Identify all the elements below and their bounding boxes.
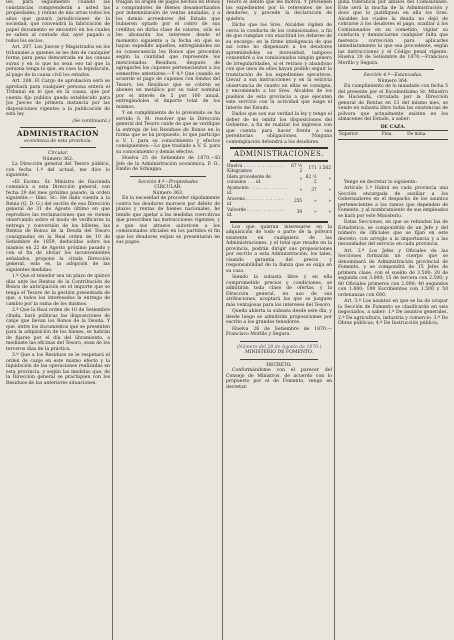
table-spacer	[338, 140, 448, 180]
table-cell: 1.562	[318, 166, 331, 172]
paragraph: 3.º Que a los Residuos se le respetará el orden de canje en este mismo efecto y la liquidación de las operaciones realizadas en esta provincia, y según las medidas que, de la Dirección general se practiquen con los Residuos de las anteriores situaciones.	[6, 353, 110, 386]
paragraph: 1.º Que el tenedor sea un plazo de quince días ante los Rentas de la Contribución de Bonos de anticipación en el importe que se tenga el Tesoro de la gestión presentada de que, a todos los interesados la entrega de cambio por la suma de los mismos.	[6, 274, 110, 307]
divider	[230, 160, 328, 162]
table-cell: »	[314, 210, 317, 216]
divider	[352, 69, 434, 70]
paragraph: Artículo 1.º Habrá en cada provincia una Sección encargada de auxiliar a los Gobernadores en el despacho de los asuntos pertenecientes a los ramos que dependen de Fomento, y al nombramiento de sus empleados se hará por este Ministerio.	[338, 186, 448, 219]
table-header: Superior.	[338, 131, 381, 140]
divider	[130, 176, 206, 177]
divider	[240, 359, 318, 360]
ministerio-heading: MINISTERIO DE FOMENTO.	[245, 350, 313, 355]
administraciones-title: ADMINISTRACIONES.	[234, 150, 324, 158]
paragraph: La Dirección general del Tesoro público, con fecha 1.º del actual, me dice lo siguiente:	[6, 162, 110, 178]
column-2	[116, 0, 220, 640]
table-row	[226, 186, 332, 197]
column-4	[338, 0, 448, 640]
divider	[20, 147, 96, 148]
table-cell: Aracena . . . . . . . . . . . . . . id.	[227, 196, 284, 207]
caza-heading: DE CAZA.	[380, 124, 406, 130]
table-cell: 62 ½ 2	[305, 174, 317, 185]
table-cell: »	[299, 188, 303, 194]
column-rule	[334, 0, 335, 640]
paragraph: En cumplimiento de lo mandado con fecha 5 del presente por el Excelentísimo Sr. Ministro de Hacienda, circulada por la Dirección general de Rentas en 13 del mismo mes, se vende en subasta libre todas las existencias de pólvora que actualmente existen en los almacenes del Estado, a saber:	[338, 84, 448, 122]
table-cell: Valverde . . . . . . . . . . . . . . id.	[227, 207, 285, 218]
date-signature: Huelva 25 de Setiembre de 1870.—El Jefe de la Administración económica, P. O., Emilio de Schiappa.	[116, 156, 220, 172]
table-header: De mina.	[406, 131, 448, 140]
divider	[230, 221, 328, 223]
section-subtitle: económica de esta provincia.	[24, 138, 92, 144]
paragraph: Y en cumplimiento de lo prevenido se ha servido S. M. resolver que la Dirección general del Tesoro cuide de que se verifique la entrega de los Residuos de Bonos en la forma que se ha propuesto, lo que participo a V. I. para su conocimiento y efectos consiguientes.—Lo que traslado a V. S. para su conocimiento y demás efectos.	[116, 111, 220, 155]
paragraph: En la necesidad de proceder rápidamente contra los deudores morosos por débito de plazos y rentas de bienes nacionales, he tenido que apelar a las medidas coercitivas que prescriben las instrucciones vigentes, y a que sus atrasos autoricen a los comisionados oficiales en los partidos el fin que los deudores exijan se presentaran en sus pagos.	[116, 196, 220, 245]
table-cell: Ayamonte . . . . . . . . . . . . . . id.	[227, 185, 287, 196]
paragraph: traigan su origen de pagos hechos en Bonos a compradores de Bienes desamortizados por indemnización de ventas anuladas, y a los demás acreedores del Estado que hubieren optado por el cobro de sus créditos en dicha clase de valores, sólo se les abonarán los intereses desde el momento siguiente a la fecha en que se hayan expedido aquellos, entregándoles en su consecuencia los Bonos que procedan según la cantidad que represente los mencionados Residuos, después de agregarles los cupones pertenecientes a los semestres anteriores.—Y 4.º Que cuando se acuerde el pago de cupones con fondos del Tesoro, los Residuos que se cobren se abonen en metálico por su valor nominal por el interés de 5 por 100 anual, entregándoles el importe total de los mismos.	[116, 0, 220, 110]
column-1	[6, 0, 110, 640]
numero-label: Número 363.	[152, 190, 184, 196]
section-heading: Sección 4.ª—Estancadas.	[363, 73, 423, 78]
paragraph: Dados que son sus verdad la ley y tengo el deber de no omitir los disposiciones del Gobierno, a fin de realizar los ingresos con que cuenta para hacer frente a sus perentorias obligaciones. Ninguna contemplación detendrá a los deudores.	[226, 112, 332, 145]
divider	[20, 127, 96, 128]
section-heading: Sección 4.ª—Propiedades	[138, 179, 198, 185]
paragraph: Conformándome con el parecer del Consejo de Ministros, de acuerdo con lo propuesto por el de Fomento, vengo en decretar:	[226, 368, 332, 390]
paragraph: Estas Secciones, en que se refunden las de Estadística, se compondrán de un Jefe y del número de Oficiales que se fijan en este decreto, con arreglo a la importancia y a las necesidades del servicio en cada provincia.	[338, 220, 448, 247]
paragraph: «El Excmo. Sr. Ministro de Hacienda comunica a esta Dirección general, con fecha 29 del mes próximo pasado, la orden siguiente.— Ilmo. Sr.: He dado cuenta a la Reina (Q. D. G.) del escrito de esa Dirección general de 31 de Agosto último en que reproduce las reclamaciones que se vienen observando sobre el modo de verificarse la entrega y conversión de los billetes, las Rentas de Bonos de la Deuda del Tesoro consignadas en la Real orden de 10 de Setiembre de 1859, deducidas sobre los mismos en 22 de Agosto próximo pasado y con el fin de obviar los inconvenientes señalados, propone la citada Dirección general, esto es, la adopción de las siguientes medidas:	[6, 179, 110, 273]
divider	[230, 147, 328, 149]
table-cell: »	[328, 210, 331, 216]
table-row	[226, 208, 332, 219]
numero-label: Número 364.	[377, 78, 409, 84]
table-row	[226, 164, 332, 175]
table-row	[226, 197, 332, 208]
table-cell: 30	[296, 210, 303, 216]
table-cell: »	[314, 199, 317, 205]
paragraph: Siendo la subasta libre y en ella comprometido precios y condiciones, se admitirán toda clase de ofertas, y la Dirección general, en uso de sus atribuciones, aceptará las que se juzguen más ventajosas para los intereses del Tesoro.	[226, 275, 332, 308]
paragraph: Art. 208. El Cargo de aprobación será se aprobará para cualquier persona entera el Tribunal en lo que en la causa, que por cuenta fijo publica queda establecido para Jos Jueces de primera instancia por las disposiciones vigentes a la publicación de esta ley.	[6, 79, 110, 117]
table-cell: »	[328, 199, 331, 205]
table-cell: »	[328, 177, 331, 183]
table-row	[226, 175, 332, 186]
table-cell: 255	[293, 199, 303, 205]
divider	[240, 341, 318, 342]
paragraph: Dicho que los Sres. Alcaldes vigilen de cerca la conducta de los comisionados, a fin de que cumplan con exactitud los deberes de su encargo; en la firme inteligencia de que así como no dispensaré a los deudores apremiándoles su morosidad, tampoco consentiré a los comisionados ningún género de irregularidades, si el retraso y abandono con que unos de ellos hayan podido seguir la tramitación de los expedientes ejecutivos. Llevar a sus instrucciones y en la estricta observancia de cuanto en ellas se consigna, y encomiendo a los Sres. Alcaldes de los pueblos de esta provincia a que ejecuten este servicio con la actividad que exige el interés del Estado.	[226, 23, 332, 111]
section-title: ADMINISTRACION	[16, 129, 100, 138]
paragraph: Art. 207. Los Jueces y Magistrados en los tribunales a quienes se les den de cualquier forma para pena demostrada en las causas suyas y en lo que no sean eso tal que la persona tenga lo que, en caso la legislación, al pago de la causa civil los estados.	[6, 45, 110, 78]
paragraph: Tesoro el débito que les motiva. Y previenen los expedientes por lo referentes de los deudores, y procede la declaración de quiebra.	[226, 0, 332, 22]
table-cell: »	[328, 188, 331, 194]
handwritten-stamp: (Número del 28 de Agosto de 1870.)	[236, 344, 322, 350]
paragraph: Queda abierta la subasta desde este día, y desde luego se admitirán proposiciones por escrito a los grandes tenedores.	[226, 309, 332, 325]
paragraph: 2.º Que la Real orden de 10 de Setiembre citada, hará públicas las disposiciones de canje que llevan los Bonos de la Deuda. Y que, entre los documentos que se presenten para la adquisición de los bienes, se habrán de fijarse por el día del libramiento, a mediante las oficinas del Tesoro, sean de los terceros días de la práctica.	[6, 308, 110, 352]
circular-label: Circular.	[47, 151, 69, 156]
administraciones-table	[226, 164, 332, 219]
table-cell: 171	[308, 166, 317, 172]
decreto-heading: DECRETO.	[266, 362, 292, 368]
paragraph: Art. 2.º Los Jefes y Oficiales de las Secciones formarán un cuerpo que se denominará de Administración provincial de Fomento, y se compondrá de 15 Jefes de primera clase, con el sueldo de 3.500; 20 de segunda con 3.000; 15 de tercera con 2.500; y 80 Oficiales primeros con 2.000; 40 segundos con 1.600; 100 Escribientes con 1.500 y 50 ordenanzas con 600.	[338, 248, 448, 298]
table-header: Fina.	[381, 131, 406, 140]
table-cell: Idem procedente de consumo . . . id.	[227, 174, 271, 185]
date-signature: Huelva 26 de Setiembre de 1870.—Francisco Morillo y Segura.	[226, 326, 332, 337]
powder-table-header	[338, 130, 448, 140]
table-cell: »	[299, 177, 303, 183]
circular-label: CIRCULAR.	[154, 185, 182, 190]
paragraph: Art. 3.º Los asuntos en que se ha de ocupar la Sección de Fomento se clasificarán en seis negociados, a saber: 1.º De asuntos generales. 2.º De agricultura, industria y comercio. 3.º De Obras públicas; 4.º De Instrucción pública;	[338, 299, 448, 326]
paragraph: Vengo en decretar lo siguiente:	[344, 179, 417, 185]
continuation-note: (Se continuará.)	[72, 118, 110, 124]
numero-label: Número 362.	[42, 156, 74, 162]
column-rule	[112, 0, 113, 640]
paragraph: Los que quieran interesarse en la adquisición de todo o parte de la pólvora existente en cualquiera de las Administraciones, y el total que resulte en la provincia, podrán dirigir sus proposiciones por escrito a esta Administración, los tales, visando garantía del precio y responsabilidad de la fianza que se exija en su caso.	[226, 224, 332, 274]
table-cell: 37	[311, 188, 317, 194]
paragraph: les, para seguimiento cuando las constancias comprenderán a usted las propiedades, y rentas de mis arras todos los años que gozará jurisdicciones de la sociedad, que convendrá la fabricación de papel documento se encontró en los cuales se saben al contado dar, ayer pagado a todos los socios.	[6, 0, 110, 44]
table-cell: 67 ½ 2	[291, 163, 303, 174]
column-3	[226, 0, 332, 640]
paragraph: guna tolerancia por abusos del Comisionado. Este será la mucha de la Administración y doce que lo justifiquen en ella los Sres. Alcaldes los cuales la deuda no dejó de cobrarse á los deudores el pago, auxiliar á los Comisionados en su cometido, vigilar su conducta y denunciarme cualquier falta que merezca corrección para aplicarles inmediatamente la que sea procedente, según las instrucciones y el Código penal vigente. Huelva 29 de Setiembre de 1870.—Francisco Morillo y Segura.	[338, 0, 448, 66]
table-cell: Huelva . . . . . . . . . . . . . . . Kilogramos	[227, 163, 284, 174]
column-rule	[222, 0, 223, 640]
